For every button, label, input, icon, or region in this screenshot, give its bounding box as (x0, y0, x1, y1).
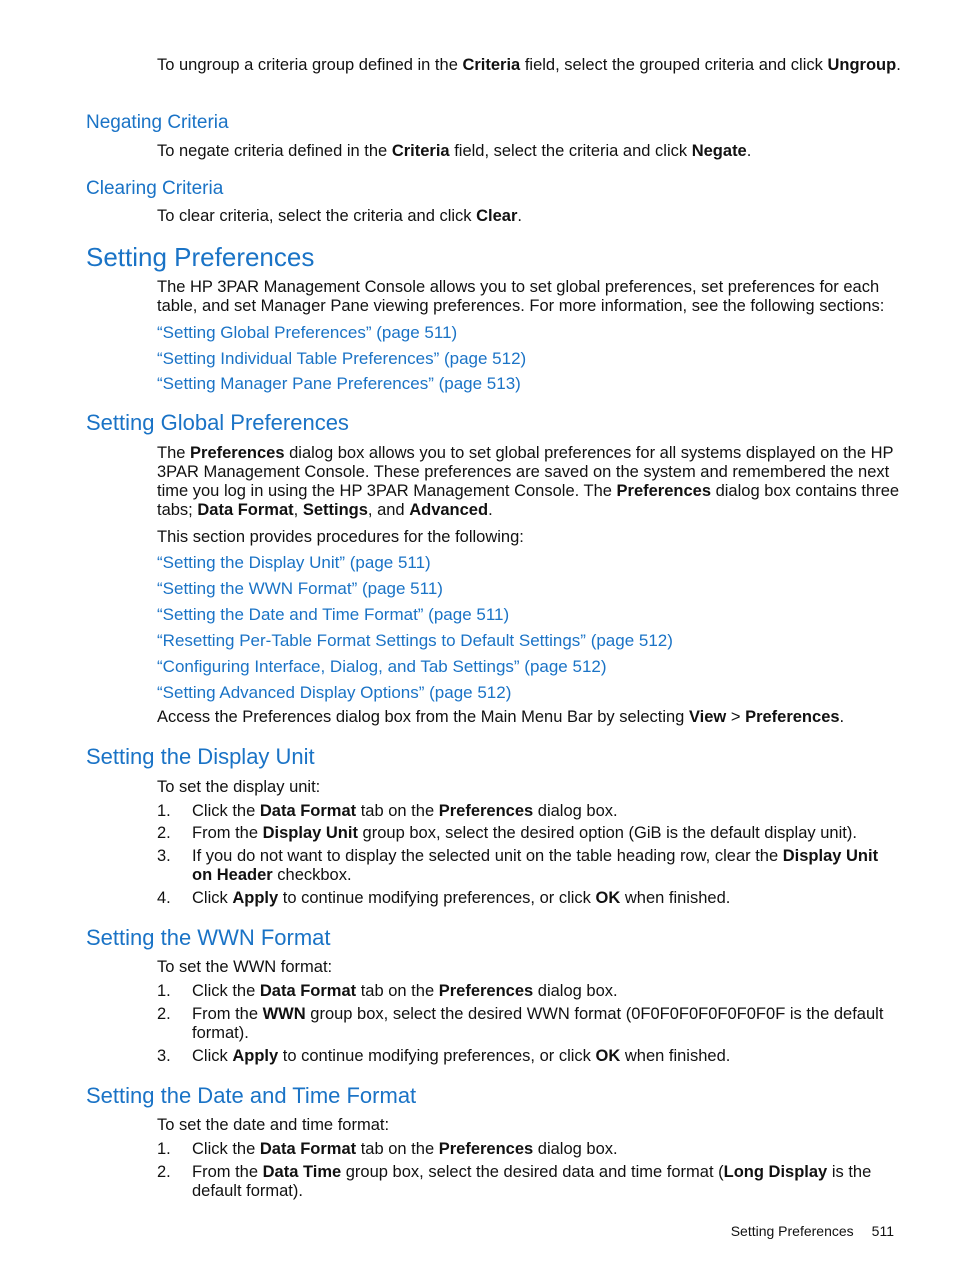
datetime-intro: To set the date and time format: (157, 1116, 390, 1134)
negating-paragraph: To negate criteria defined in the Criteria field, select the criteria and click Negate. (157, 142, 752, 160)
link-configuring-interface-dialog-tab[interactable]: “Configuring Interface, Dialog, and Tab Settings” (page 512) (157, 657, 607, 676)
display-unit-intro: To set the display unit: (157, 778, 321, 796)
global-preferences-paragraph: The Preferences dialog box allows you to set global preferences for all systems displayed on the HP 3PAR Management Console. These preferences are saved on the system and remembered the next time you log in using the HP 3PAR Management Console. The Preferences dialog box contains three tabs; Data Format, Settings, and Advanced. (157, 444, 900, 519)
access-preferences-paragraph: Access the Preferences dialog box from the Main Menu Bar by selecting View > Preferences. (157, 708, 845, 726)
display-unit-step-2: From the Display Unit group box, select the desired option (GiB is the default display unit). (192, 824, 857, 842)
wwn-intro: To set the WWN format: (157, 958, 333, 976)
link-setting-display-unit[interactable]: “Setting the Display Unit” (page 511) (157, 553, 431, 572)
display-unit-step-1: Click the Data Format tab on the Preferences dialog box. (192, 802, 618, 820)
page-number: 511 (871, 1223, 894, 1239)
footer-section-title: Setting Preferences (730, 1223, 854, 1239)
link-resetting-per-table-format[interactable]: “Resetting Per-Table Format Settings to Default Settings” (page 512) (157, 631, 673, 650)
step-number: 2. (157, 824, 171, 842)
display-unit-step-3: If you do not want to display the selected unit on the table heading row, clear the Display Unit on Header checkbox. (192, 847, 879, 884)
procedures-intro: This section provides procedures for the following: (157, 528, 524, 546)
step-number: 1. (157, 802, 171, 820)
heading-negating-criteria: Negating Criteria (86, 112, 229, 133)
clearing-paragraph: To clear criteria, select the criteria and click Clear. (157, 207, 522, 225)
page-footer (731, 1223, 894, 1239)
heading-setting-date-time-format: Setting the Date and Time Format (86, 1083, 417, 1108)
link-setting-wwn-format[interactable]: “Setting the WWN Format” (page 511) (157, 579, 443, 598)
step-number: 4. (157, 889, 171, 907)
step-number: 2. (157, 1005, 171, 1023)
wwn-step-2: From the WWN group box, select the desired WWN format (0F0F0F0F0F0F0F0F is the default format). (192, 1005, 884, 1042)
link-setting-global-preferences[interactable]: “Setting Global Preferences” (page 511) (157, 323, 458, 342)
step-number: 2. (157, 1163, 171, 1181)
datetime-step-2: From the Data Time group box, select the desired data and time format (Long Display is the default format). (192, 1163, 872, 1200)
step-number: 3. (157, 847, 171, 865)
link-setting-date-time-format[interactable]: “Setting the Date and Time Format” (page 511) (157, 605, 510, 624)
heading-setting-display-unit: Setting the Display Unit (86, 744, 315, 769)
datetime-step-1: Click the Data Format tab on the Preferences dialog box. (192, 1140, 618, 1158)
step-number: 1. (157, 1140, 171, 1158)
ungroup-paragraph: To ungroup a criteria group defined in the Criteria field, select the grouped criteria and click Ungroup. (157, 56, 901, 74)
heading-setting-wwn-format: Setting the WWN Format (86, 925, 331, 950)
link-setting-advanced-display-options[interactable]: “Setting Advanced Display Options” (page 512) (157, 683, 512, 702)
step-number: 3. (157, 1047, 171, 1065)
link-setting-manager-pane-preferences[interactable]: “Setting Manager Pane Preferences” (page 513) (157, 374, 521, 393)
step-number: 1. (157, 982, 171, 1000)
wwn-step-3: Click Apply to continue modifying preferences, or click OK when finished. (192, 1047, 731, 1065)
wwn-step-1: Click the Data Format tab on the Preferences dialog box. (192, 982, 618, 1000)
heading-clearing-criteria: Clearing Criteria (86, 178, 224, 199)
setting-preferences-paragraph: The HP 3PAR Management Console allows you to set global preferences, set preferences for each table, and set Manager Pane viewing preferences. For more information, see the following sections: (157, 278, 885, 315)
display-unit-step-4: Click Apply to continue modifying preferences, or click OK when finished. (192, 889, 731, 907)
link-setting-individual-table-preferences[interactable]: “Setting Individual Table Preferences” (page 512) (157, 349, 527, 368)
heading-setting-preferences: Setting Preferences (86, 242, 315, 272)
heading-setting-global-preferences: Setting Global Preferences (86, 410, 349, 435)
